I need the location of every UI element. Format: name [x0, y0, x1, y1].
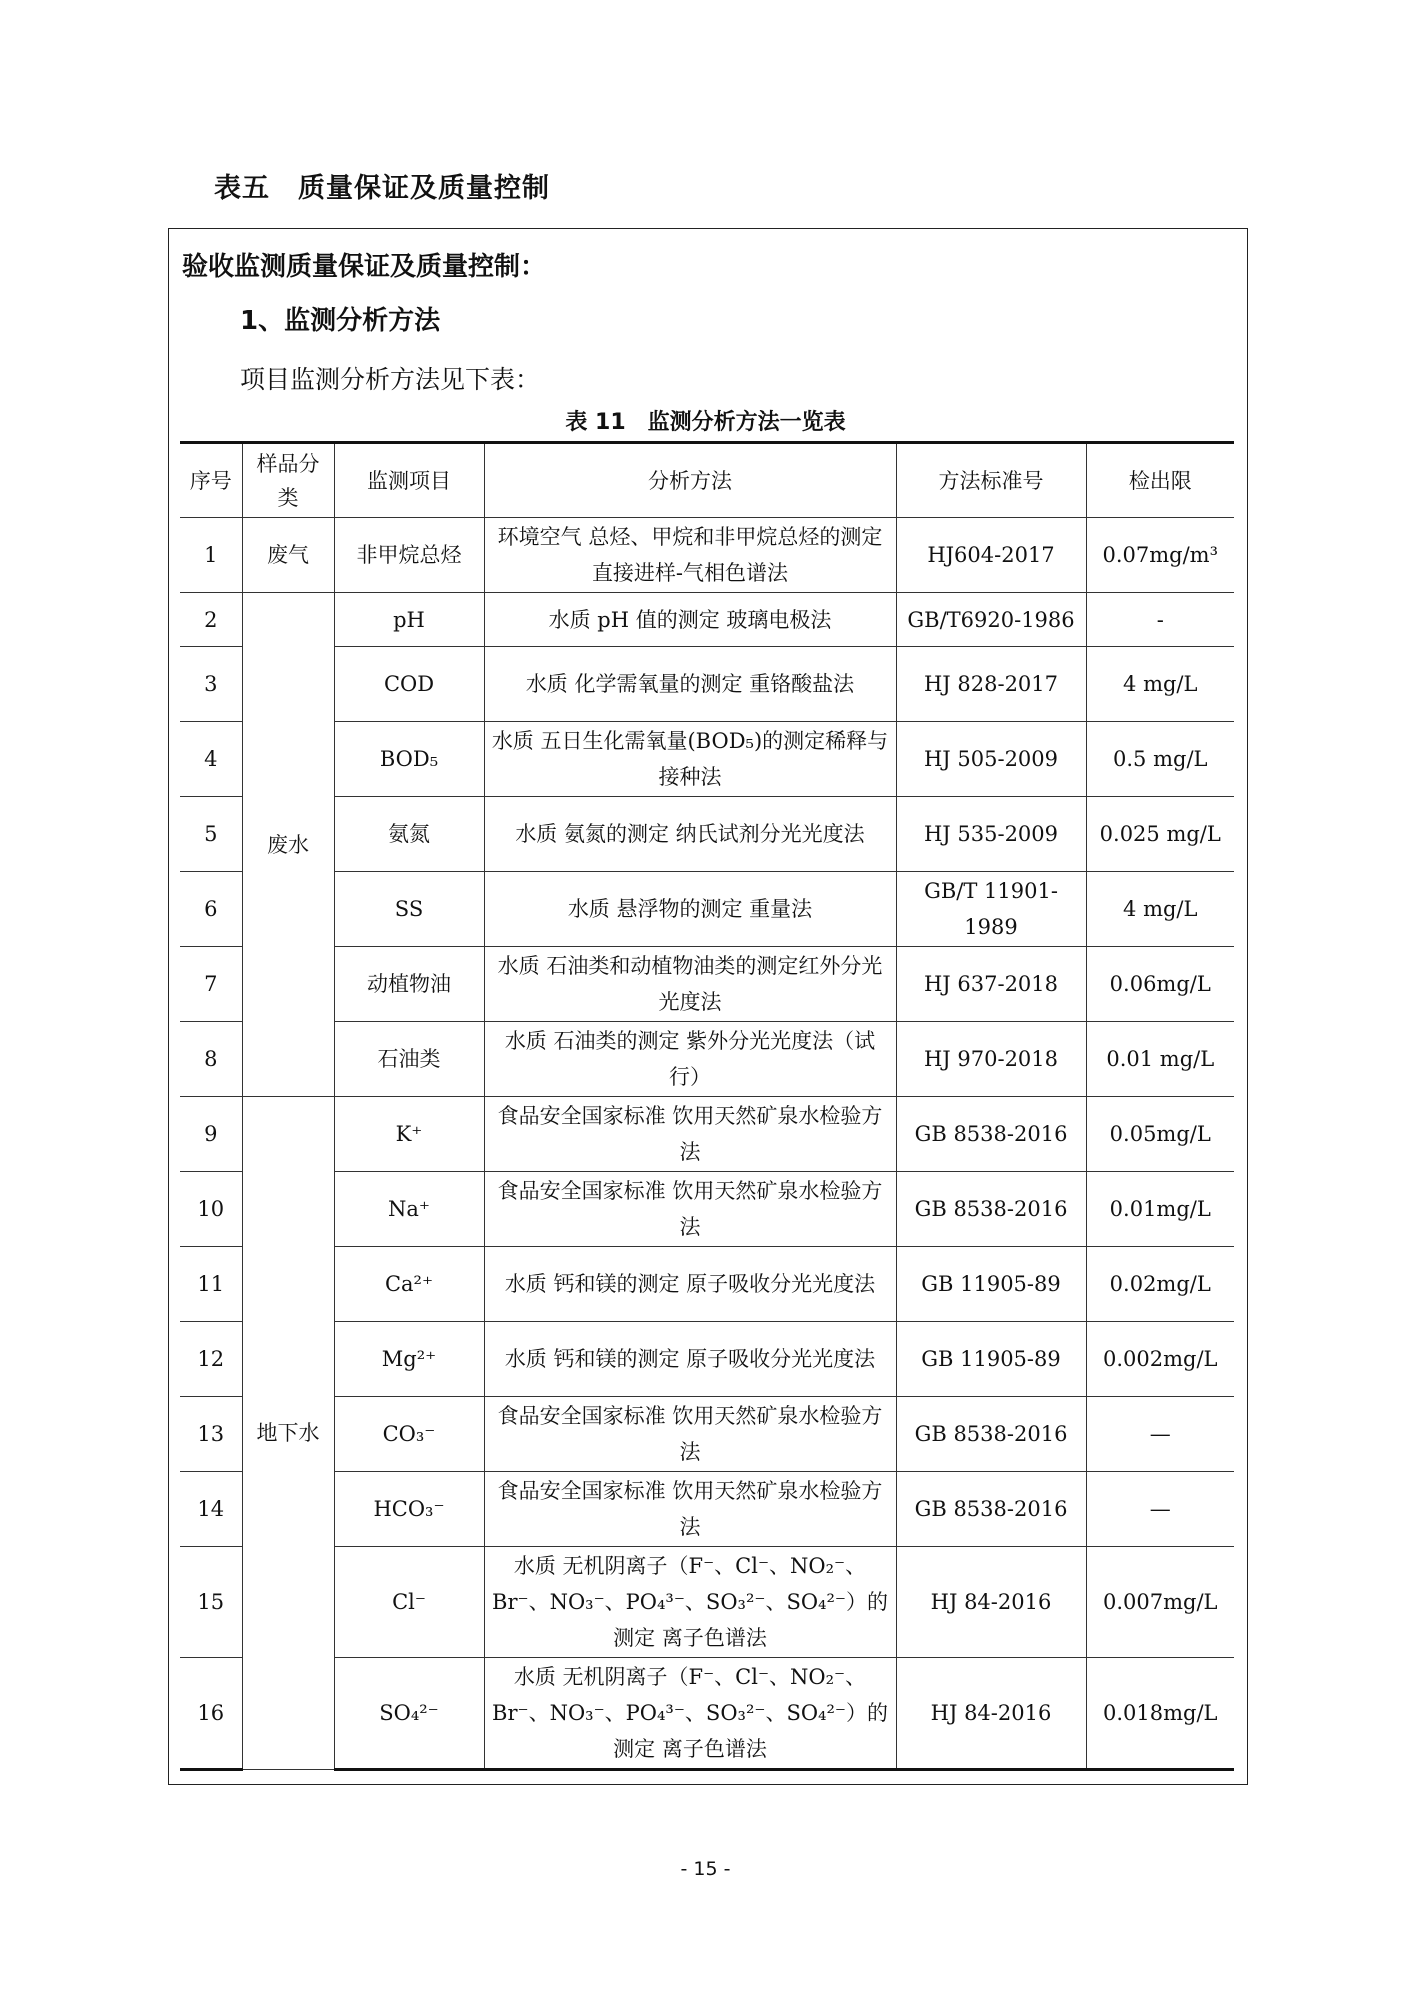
- row-limit: —: [1086, 1472, 1234, 1547]
- table-row: [180, 722, 1234, 797]
- col-header-item: 监测项目: [334, 443, 484, 518]
- table-row: [180, 1022, 1234, 1097]
- row-item: 石油类: [334, 1022, 484, 1097]
- row-standard: GB 11905-89: [896, 1322, 1086, 1397]
- col-header-method: 分析方法: [484, 443, 896, 518]
- table-row: [180, 947, 1234, 1022]
- row-method: 水质 氨氮的测定 纳氏试剂分光光度法: [484, 797, 896, 872]
- row-no: 16: [180, 1658, 242, 1770]
- col-header-standard: 方法标准号: [896, 443, 1086, 518]
- table-row: [180, 797, 1234, 872]
- col-header-category: 样品分类: [242, 443, 334, 518]
- row-standard: HJ 637-2018: [896, 947, 1086, 1022]
- table-row: [180, 1547, 1234, 1658]
- row-standard: HJ 970-2018: [896, 1022, 1086, 1097]
- row-method: 水质 无机阴离子（F⁻、Cl⁻、NO₂⁻、Br⁻、NO₃⁻、PO₄³⁻、SO₃²⁻、SO₄²⁻）的测定 离子色谱法: [484, 1547, 896, 1658]
- row-standard: HJ 828-2017: [896, 647, 1086, 722]
- row-item: 氨氮: [334, 797, 484, 872]
- row-item: Cl⁻: [334, 1547, 484, 1658]
- row-limit: -: [1086, 593, 1234, 647]
- row-limit: 0.5 mg/L: [1086, 722, 1234, 797]
- row-limit: 4 mg/L: [1086, 872, 1234, 947]
- row-item: K⁺: [334, 1097, 484, 1172]
- row-method: 水质 五日生化需氧量(BOD₅)的测定稀释与接种法: [484, 722, 896, 797]
- col-header-limit: 检出限: [1086, 443, 1234, 518]
- row-no: 2: [180, 593, 242, 647]
- row-limit: —: [1086, 1397, 1234, 1472]
- row-category: 地下水: [242, 1097, 334, 1770]
- row-limit: 0.07mg/m³: [1086, 518, 1234, 593]
- row-item: Ca²⁺: [334, 1247, 484, 1322]
- page-heading: 表五 质量保证及质量控制: [214, 173, 550, 204]
- row-item: Na⁺: [334, 1172, 484, 1247]
- table-row: [180, 1397, 1234, 1472]
- row-method: 食品安全国家标准 饮用天然矿泉水检验方法: [484, 1472, 896, 1547]
- row-method: 环境空气 总烃、甲烷和非甲烷总烃的测定 直接进样-气相色谱法: [484, 518, 896, 593]
- row-item: HCO₃⁻: [334, 1472, 484, 1547]
- table-row: [180, 593, 1234, 647]
- row-method: 水质 石油类和动植物油类的测定红外分光光度法: [484, 947, 896, 1022]
- table-header-row: [180, 443, 1234, 518]
- row-item: SO₄²⁻: [334, 1658, 484, 1770]
- table-row: [180, 872, 1234, 947]
- row-limit: 0.01mg/L: [1086, 1172, 1234, 1247]
- table-row: [180, 1322, 1234, 1397]
- row-standard: GB 8538-2016: [896, 1472, 1086, 1547]
- row-item: SS: [334, 872, 484, 947]
- table-row: [180, 1658, 1234, 1770]
- box-title: 验收监测质量保证及质量控制：: [182, 252, 547, 282]
- row-no: 6: [180, 872, 242, 947]
- row-method: 水质 石油类的测定 紫外分光光度法（试行）: [484, 1022, 896, 1097]
- row-standard: HJ 505-2009: [896, 722, 1086, 797]
- row-standard: HJ604-2017: [896, 518, 1086, 593]
- intro-text: 项目监测分析方法见下表：: [240, 365, 541, 394]
- row-standard: GB 8538-2016: [896, 1397, 1086, 1472]
- row-standard: HJ 84-2016: [896, 1547, 1086, 1658]
- row-no: 15: [180, 1547, 242, 1658]
- row-standard: HJ 84-2016: [896, 1658, 1086, 1770]
- row-method: 食品安全国家标准 饮用天然矿泉水检验方法: [484, 1172, 896, 1247]
- row-standard: GB 8538-2016: [896, 1097, 1086, 1172]
- row-no: 4: [180, 722, 242, 797]
- row-item: BOD₅: [334, 722, 484, 797]
- page-number: - 15 -: [680, 1858, 731, 1880]
- row-no: 12: [180, 1322, 242, 1397]
- row-standard: GB 8538-2016: [896, 1172, 1086, 1247]
- row-no: 7: [180, 947, 242, 1022]
- row-item: 动植物油: [334, 947, 484, 1022]
- row-no: 11: [180, 1247, 242, 1322]
- row-standard: GB 11905-89: [896, 1247, 1086, 1322]
- row-method: 水质 悬浮物的测定 重量法: [484, 872, 896, 947]
- row-limit: 0.05mg/L: [1086, 1097, 1234, 1172]
- row-item: pH: [334, 593, 484, 647]
- row-method: 食品安全国家标准 饮用天然矿泉水检验方法: [484, 1397, 896, 1472]
- row-limit: 4 mg/L: [1086, 647, 1234, 722]
- col-header-no: 序号: [180, 443, 242, 518]
- row-limit: 0.02mg/L: [1086, 1247, 1234, 1322]
- row-method: 水质 化学需氧量的测定 重铬酸盐法: [484, 647, 896, 722]
- row-no: 5: [180, 797, 242, 872]
- row-no: 10: [180, 1172, 242, 1247]
- table-row: [180, 518, 1234, 593]
- table-row: [180, 1247, 1234, 1322]
- methods-table: [180, 441, 1234, 1771]
- row-item: Mg²⁺: [334, 1322, 484, 1397]
- row-standard: HJ 535-2009: [896, 797, 1086, 872]
- row-item: CO₃⁻: [334, 1397, 484, 1472]
- row-category: 废水: [242, 593, 334, 1097]
- row-category: 废气: [242, 518, 334, 593]
- table-row: [180, 1172, 1234, 1247]
- row-method: 食品安全国家标准 饮用天然矿泉水检验方法: [484, 1097, 896, 1172]
- row-item: 非甲烷总烃: [334, 518, 484, 593]
- row-method: 水质 钙和镁的测定 原子吸收分光光度法: [484, 1247, 896, 1322]
- row-limit: 0.018mg/L: [1086, 1658, 1234, 1770]
- row-limit: 0.002mg/L: [1086, 1322, 1234, 1397]
- row-method: 水质 pH 值的测定 玻璃电极法: [484, 593, 896, 647]
- row-limit: 0.01 mg/L: [1086, 1022, 1234, 1097]
- row-no: 1: [180, 518, 242, 593]
- row-no: 8: [180, 1022, 242, 1097]
- row-no: 13: [180, 1397, 242, 1472]
- row-limit: 0.06mg/L: [1086, 947, 1234, 1022]
- row-standard: GB/T6920-1986: [896, 593, 1086, 647]
- row-standard: GB/T 11901-1989: [896, 872, 1086, 947]
- table-row: [180, 647, 1234, 722]
- row-no: 3: [180, 647, 242, 722]
- row-no: 14: [180, 1472, 242, 1547]
- row-limit: 0.025 mg/L: [1086, 797, 1234, 872]
- table-row: [180, 1472, 1234, 1547]
- row-method: 水质 无机阴离子（F⁻、Cl⁻、NO₂⁻、Br⁻、NO₃⁻、PO₄³⁻、SO₃²⁻、SO₄²⁻）的测定 离子色谱法: [484, 1658, 896, 1770]
- row-method: 水质 钙和镁的测定 原子吸收分光光度法: [484, 1322, 896, 1397]
- section-title: 1、监测分析方法: [240, 306, 441, 336]
- table-caption: 表 11 监测分析方法一览表: [565, 410, 846, 435]
- row-item: COD: [334, 647, 484, 722]
- table-row: [180, 1097, 1234, 1172]
- row-limit: 0.007mg/L: [1086, 1547, 1234, 1658]
- row-no: 9: [180, 1097, 242, 1172]
